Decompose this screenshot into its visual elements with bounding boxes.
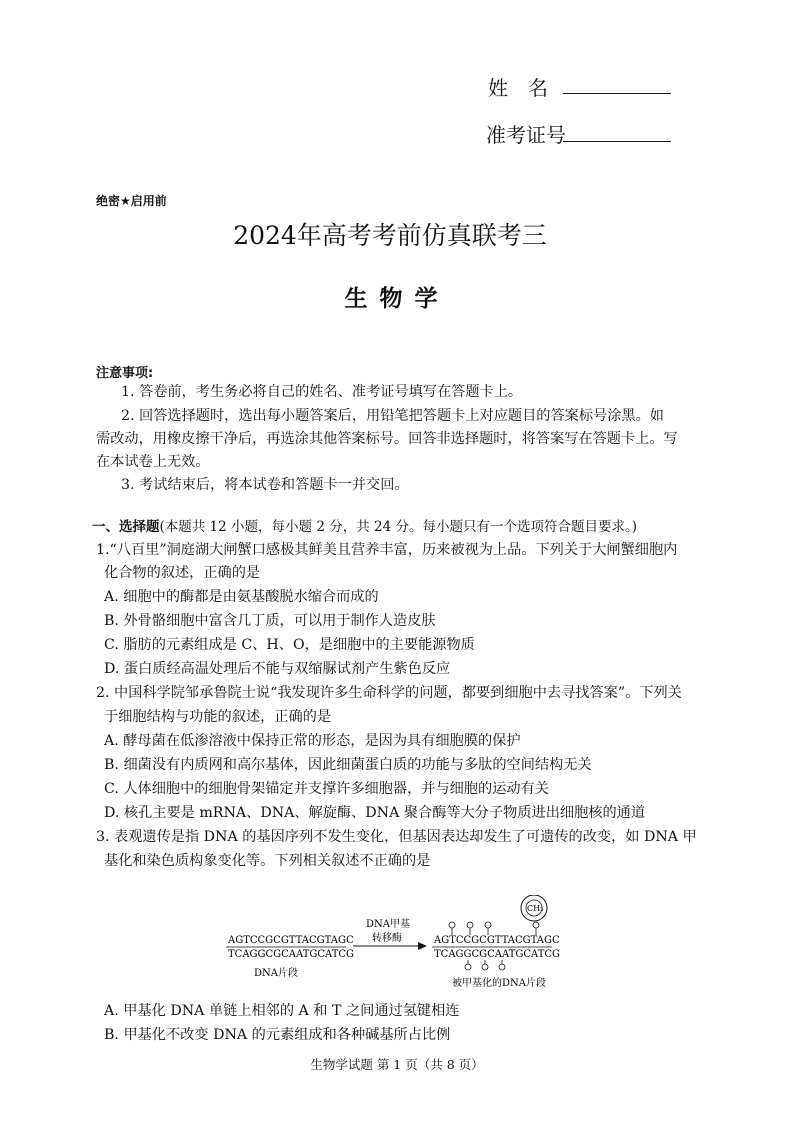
notice-item: 需改动，用橡皮擦干净后，再选涂其他答案标号。回答非选择题时，将答案写在答题卡上。写	[96, 431, 678, 447]
notice-item: 1. 答卷前，考生务必将自己的姓名、准考证号填写在答题卡上。	[121, 384, 523, 400]
question-3-stem: 3. 表观遗传是指 DNA 的基因序列不发生变化，但基因表达却发生了可遗传的改变，如 DNA 甲	[96, 829, 697, 845]
left-caption: DNA片段	[254, 968, 298, 979]
methyl-groups-top	[449, 922, 539, 935]
methyl-groups-bottom	[465, 960, 505, 970]
question-1-option-d[interactable]: D. 蛋白质经高温处理后不能与双缩脲试剂产生紫色反应	[104, 661, 451, 677]
page-title: 2024年高考考前仿真联考三	[233, 221, 547, 250]
notice-item: 3. 考试结束后，将本试卷和答题卡一并交回。	[121, 477, 409, 493]
section-header	[92, 515, 637, 535]
page-footer: 生物学试题 第 1 页（共 8 页）	[310, 1057, 484, 1072]
left-top-strand: AGTCCGCGTTACGTAGC	[228, 935, 354, 946]
subject-title: 生物学	[344, 286, 450, 312]
left-bottom-strand: TCAGGCGCAATGCATCG	[228, 949, 355, 960]
methyl-label: CH₃	[527, 904, 544, 913]
name-label: 姓 名	[488, 76, 548, 100]
question-2-option-c[interactable]: C. 人体细胞中的细胞骨架锚定并支撑许多细胞器，并与细胞的运动有关	[104, 781, 549, 797]
right-bottom-strand: TCAGGCGCAATGCATCG	[434, 949, 561, 960]
exam-id-blank[interactable]	[563, 124, 671, 142]
name-blank[interactable]	[563, 76, 671, 94]
notice-heading: 注意事项:	[96, 366, 154, 381]
question-1-stem: 1.“八百里”洞庭湖大闸蟹口感极其鲜美且营养丰富，历来被视为上品。下列关于大闸蟹细胞内	[96, 542, 678, 558]
question-1-option-c[interactable]: C. 脂肪的元素组成是 C、H、O，是细胞中的主要能源物质	[104, 637, 475, 653]
question-2-stem: 于细胞结构与功能的叙述，正确的是	[104, 709, 332, 725]
right-caption: 被甲基化的DNA片段	[452, 978, 546, 989]
question-3-option-a[interactable]: A. 甲基化 DNA 单链上相邻的 A 和 T 之间通过氢键相连	[104, 1003, 460, 1019]
confidential-mark: 绝密★启用前	[96, 194, 167, 208]
section-title: 一、选择题	[92, 519, 160, 535]
enzyme-label-1: DNA甲基	[366, 919, 410, 930]
question-1-option-b[interactable]: B. 外骨骼细胞中富含几丁质，可以用于制作人造皮肤	[104, 613, 436, 629]
question-2-option-d[interactable]: D. 核孔主要是 mRNA、DNA、解旋酶、DNA 聚合酶等大分子物质进出细胞核的通道	[104, 805, 646, 821]
question-1-option-a[interactable]: A. 细胞中的酶都是由氨基酸脱水缩合而成的	[104, 589, 379, 605]
enzyme-label-2: 转移酶	[372, 933, 402, 944]
question-2-option-b[interactable]: B. 细菌没有内质网和高尔基体，因此细菌蛋白质的功能与多肽的空间结构无关	[104, 757, 592, 773]
question-3-option-b[interactable]: B. 甲基化不改变 DNA 的元素组成和各种碱基所占比例	[104, 1027, 451, 1043]
question-2-option-a[interactable]: A. 酵母菌在低渗溶液中保持正常的形态，是因为具有细胞膜的保护	[104, 733, 521, 749]
question-1-stem: 化合物的叙述，正确的是	[104, 565, 261, 581]
question-2-stem: 2. 中国科学院邹承鲁院士说“我发现许多生命科学的问题，都要到细胞中去寻找答案”。下列关	[96, 685, 682, 701]
right-top-strand: AGTCCGCGTTACGTAGC	[434, 935, 560, 946]
dna-methylation-figure	[220, 895, 570, 990]
question-3-stem: 基化和染色质构象变化等。下列相关叙述不正确的是	[104, 853, 431, 869]
notice-item: 在本试卷上无效。	[96, 454, 210, 470]
notice-item: 2. 回答选择题时，选出每小题答案后，用铅笔把答题卡上对应题目的答案标号涂黑。如	[121, 408, 664, 424]
exam-id-label: 准考证号	[486, 123, 566, 147]
section-rule: (本题共 12 小题，每小题 2 分，共 24 分。每小题只有一个选项符合题目要求。)	[159, 519, 637, 535]
arrow-head-icon	[418, 942, 427, 950]
